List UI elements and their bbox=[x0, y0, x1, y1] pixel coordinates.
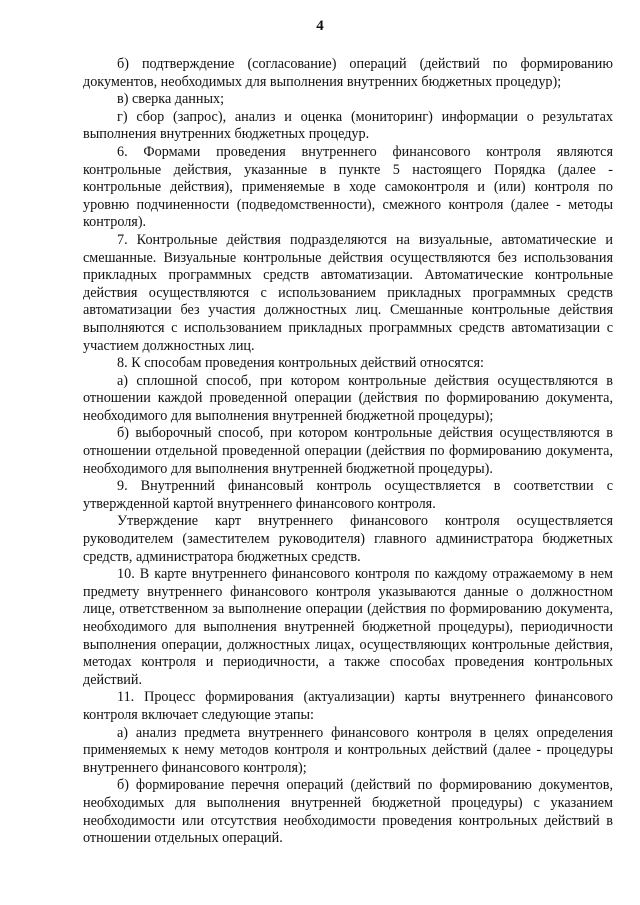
paragraph-9: 9. Внутренний финансовый контроль осуществляется в соответствии с утвержденной картой внутреннего финансового контроля. bbox=[83, 478, 613, 512]
paragraph-10: 10. В карте внутреннего финансового контроля по каждому отражаемому в нем предмету внутреннего финансового контроля указываются данные о должностном лице, ответственном за выполнение операции (действия по формированию документа, необходимого для выполнения внутренней бюджетной процедуры), периодичности выполнения операции, должностных лицах, осуществляющих контрольные действия, методах контроля и периодичности, а также способах проведения контрольных действий. bbox=[83, 566, 613, 688]
paragraph-7: 7. Контрольные действия подразделяются на визуальные, автоматические и смешанные. Визуальные контрольные действия осуществляются без использования прикладных программных средств автоматизации. Автоматические контрольные действия осуществляются с использованием прикладных программных средств автоматизации без участия должностных лиц. Смешанные контрольные действия выполняются с использованием прикладных программных средств автоматизации с участием должностных лиц. bbox=[83, 231, 613, 354]
paragraph-8a: а) сплошной способ, при котором контрольные действия осуществляются в отношении каждой проведенной операции (действия по формированию документа, необходимого для выполнения внутренней бюджетной процедуры); bbox=[83, 372, 613, 424]
paragraph-11: 11. Процесс формирования (актуализации) карты внутреннего финансового контроля включает следующие этапы: bbox=[83, 689, 613, 723]
paragraph-5b: б) подтверждение (согласование) операций (действий по формированию документов, необходимых для выполнения внутренних бюджетных процедур); bbox=[83, 56, 613, 90]
paragraph-5v: в) сверка данных; bbox=[117, 91, 225, 108]
paragraph-8: 8. К способам проведения контрольных действий относятся: bbox=[117, 355, 484, 372]
document-body bbox=[83, 56, 613, 848]
paragraph-6: 6. Формами проведения внутреннего финансового контроля являются контрольные действия, указанные в пункте 5 настоящего Порядка (далее - контрольные действия), применяемые в ходе самоконтроля и (или) контроля по уровню подчиненности (подведомственности), смежного контроля (далее - методы контроля). bbox=[83, 143, 613, 231]
paragraph-5g: г) сбор (запрос), анализ и оценка (мониторинг) информации о результатах выполнения внутренних бюджетных процедур. bbox=[83, 108, 613, 143]
paragraph-8b: б) выборочный способ, при котором контрольные действия осуществляются в отношении отдельной проведенной операции (действия по формированию документа, необходимого для выполнения внутренней бюджетной процедуры). bbox=[83, 425, 613, 477]
page-number: 4 bbox=[316, 18, 324, 34]
paragraph-11a: а) анализ предмета внутреннего финансового контроля в целях определения применяемых к нему методов контроля и контрольных действий (далее - процедуры внутреннего финансового контроля); bbox=[83, 724, 613, 776]
paragraph-11b: б) формирование перечня операций (действий по формированию документов, необходимых для выполнения внутренней бюджетной процедуры) с указанием необходимости или отсутствия необходимости проведения контрольных действий в отношении отдельных операций. bbox=[83, 777, 613, 847]
paragraph-9-approval: Утверждение карт внутреннего финансового контроля осуществляется руководителем (заместителем руководителя) главного администратора бюджетных средств, администратора бюджетных средств. bbox=[83, 513, 613, 565]
